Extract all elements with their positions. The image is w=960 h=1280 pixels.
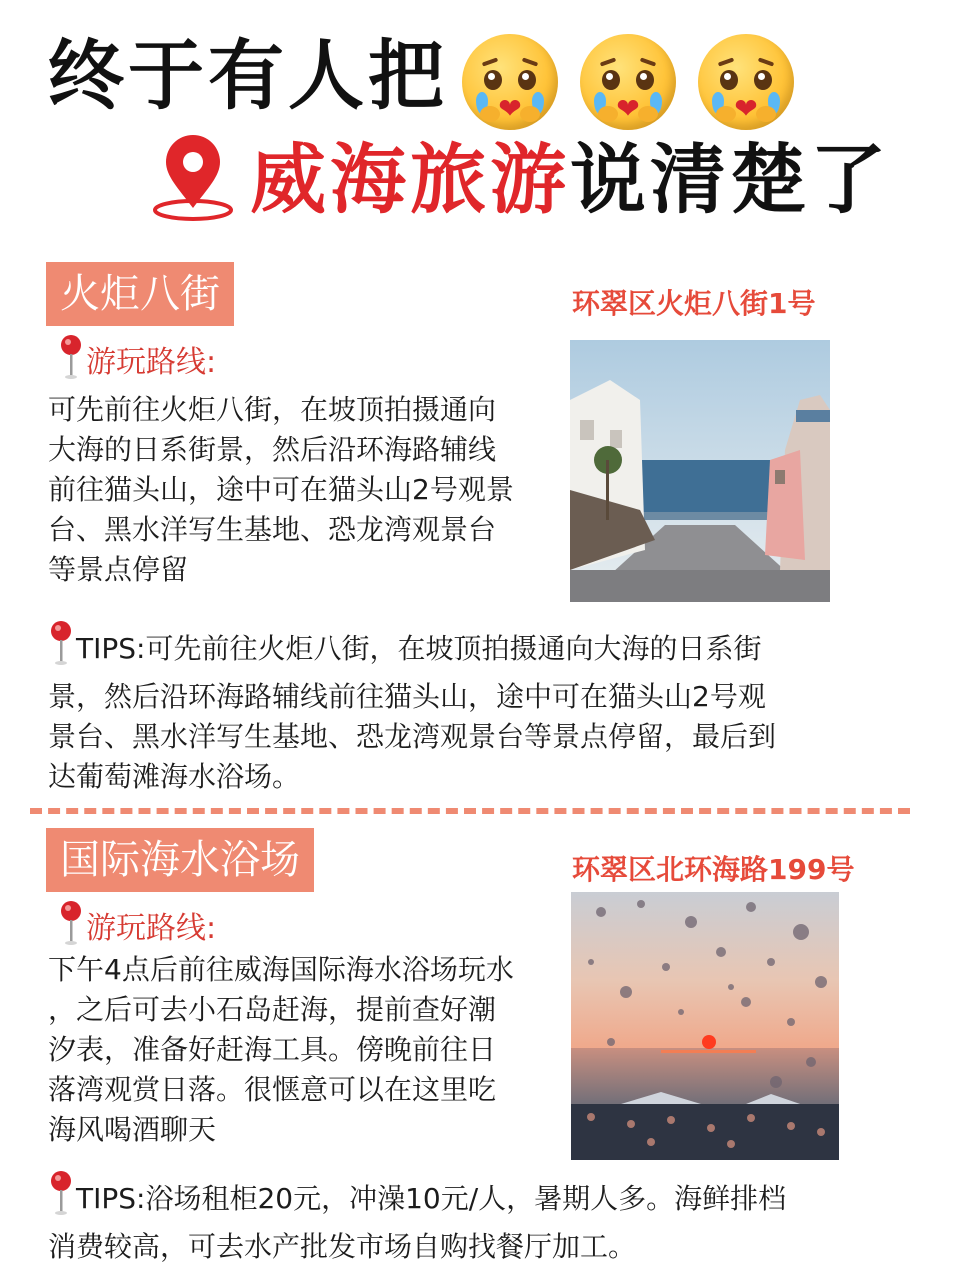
section-label: 国际海水浴场 [46,828,314,892]
pin-icon [48,620,74,677]
text-line: 大海的日系街景，然后沿环海路辅线 [48,433,497,466]
pin-icon [58,334,84,388]
route-text [48,950,558,1150]
text-line [48,620,868,677]
text-line: 台、黑水洋写生基地、恐龙湾观景台 [48,513,497,546]
text-line: 下午4点后前往威海国际海水浴场玩水 [48,953,514,986]
emoji-row [462,34,794,130]
crying-face-broken-heart-icon: ❤ [698,34,794,130]
text-line: 落湾观赏日落。很惬意可以在这里吃 [48,1073,497,1106]
route-label [58,334,216,388]
tips-text [48,620,868,797]
section-address: 环翠区火炬八街1号 [572,287,816,320]
text-line: 景台、黑水洋写生基地、恐龙湾观景台等景点停留，最后到 [48,720,777,753]
dashed-divider [30,808,910,814]
location-pin-icon [148,132,238,226]
headline-line1: 终于有人把 [48,31,448,120]
text-line: 消费较高，可去水产批发市场自购找餐厅加工。 [48,1230,637,1263]
pin-icon [58,900,84,954]
text-line: 等景点停留 [48,553,189,586]
crying-face-broken-heart-icon: ❤ [580,34,676,130]
route-label-text: 游玩路线: [86,911,217,946]
section-label: 火炬八街 [46,262,234,326]
section-address: 环翠区北环海路199号 [572,853,855,886]
sunset-beach-photo [571,892,839,1160]
tips-line: TIPS:可先前往火炬八街，在坡顶拍摄通向大海的日系街 [76,632,762,665]
text-line: 可先前往火炬八街，在坡顶拍摄通向 [48,393,497,426]
text-line: 景，然后沿环海路辅线前往猫头山，途中可在猫头山2号观 [48,680,766,713]
crying-face-broken-heart-icon: ❤ [462,34,558,130]
tips-text [48,1170,908,1267]
text-line: ，之后可去小石岛赶海，提前查好潮 [48,993,497,1026]
route-label-text: 游玩路线: [86,345,217,380]
route-label [58,900,216,954]
text-line: 前往猫头山，途中可在猫头山2号观景 [48,473,514,506]
headline-line2 [250,132,890,228]
headline-highlight: 威海旅游 [250,135,570,224]
text-line: 汐表，准备好赶海工具。傍晚前往日 [48,1033,497,1066]
route-text [48,390,558,590]
headline-rest: 说清楚了 [570,135,890,224]
tips-line: TIPS:浴场租柜20元，冲澡10元/人，暑期人多。海鲜排档 [76,1182,787,1215]
text-line [48,1170,908,1227]
text-line: 达葡萄滩海水浴场。 [48,760,301,793]
street-sea-photo [570,340,830,602]
pin-icon [48,1170,74,1227]
text-line: 海风喝酒聊天 [48,1113,217,1146]
